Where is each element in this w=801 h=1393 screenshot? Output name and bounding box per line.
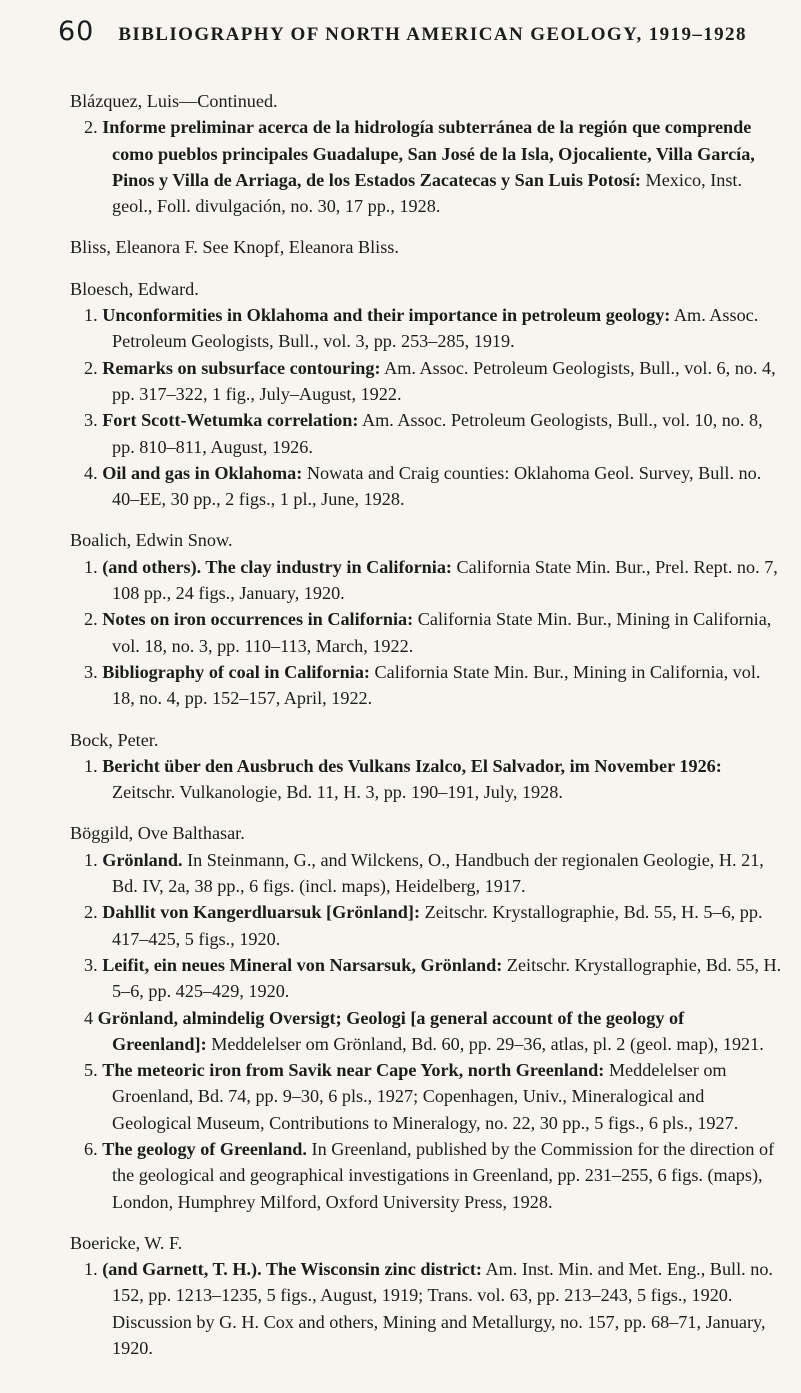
entry-author: Bloesch, Edward. xyxy=(70,278,199,299)
item-citation: California State Min. Bur., Mining in California, vol. 18, no. 4, pp. 152–157, April, 1922. xyxy=(112,661,761,709)
item-title: Notes on iron occurrences in California: xyxy=(102,609,414,630)
item-title: Fort Scott-Wetumka correlation: xyxy=(102,410,359,431)
entry-item xyxy=(70,899,782,952)
item-number: 2. xyxy=(84,609,98,630)
item-citation: Mexico, Inst. geol., Foll. divulgación, no. 30, 17 pp., 1928. xyxy=(112,169,743,217)
bibliography-entry xyxy=(70,527,782,711)
item-title: The meteoric iron from Savik near Cape York, north Greenland: xyxy=(102,1060,605,1081)
entry-item xyxy=(70,1136,782,1215)
bibliography-entry xyxy=(70,727,782,806)
entry-author: Blázquez, Luis—Continued. xyxy=(70,91,278,111)
item-citation: Zeitschr. Krystallographie, Bd. 55, H. 5–6, pp. 417–425, 5 figs., 1920. xyxy=(112,902,763,949)
entry-author: Bock, Peter. xyxy=(70,729,159,750)
item-number: 3. xyxy=(84,410,98,431)
entry-item xyxy=(70,554,782,607)
item-citation: Zeitschr. Krystallographie, Bd. 55, H. 5–6, pp. 425–429, 1920. xyxy=(112,954,782,1002)
item-title: Remarks on subsurface contouring: xyxy=(102,357,381,378)
entry-author: Boalich, Edwin Snow. xyxy=(70,530,233,551)
bibliography-entry xyxy=(70,1230,782,1361)
bibliography-entry xyxy=(70,88,782,219)
item-title: Dahllit von Kangerdluarsuk [Grönland]: xyxy=(102,902,421,923)
page-number: 60 xyxy=(58,16,95,47)
bibliography-content xyxy=(70,88,782,1376)
item-citation: California State Min. Bur., Prel. Rept. no. 7, 108 pp., 24 figs., January, 1920. xyxy=(112,556,778,604)
entry-item xyxy=(70,355,782,408)
entry-item xyxy=(70,460,782,513)
entry-item xyxy=(70,302,782,355)
entry-item xyxy=(70,606,782,659)
item-citation: Am. Assoc. Petroleum Geologists, Bull., vol. 6, no. 4, pp. 317–322, 1 fig., July–August, 1922. xyxy=(112,357,776,404)
entry-author: Böggild, Ove Balthasar. xyxy=(70,823,245,844)
item-citation: Nowata and Craig counties: Oklahoma Geol. Survey, Bull. no. 40–EE, 30 pp., 2 figs., 1 pl., June, 1928. xyxy=(112,462,762,510)
bibliography-entry xyxy=(70,234,782,260)
entry-item xyxy=(70,659,782,712)
item-number: 1. xyxy=(84,1259,98,1280)
item-title: Bibliography of coal in California: xyxy=(102,661,370,682)
entry-item xyxy=(70,847,782,900)
item-number: 1. xyxy=(84,556,98,577)
item-citation: Am. Inst. Min. and Met. Eng., Bull. no. 152, pp. 1213–1235, 5 figs., August, 1919; Trans. vol. 63, pp. 213–243, 5 figs., 1920. Discussion by G. H. Cox and others, Mining and Metallurgy, no. 157, pp. 68–71, January, 1920. xyxy=(112,1259,773,1359)
item-citation: In Steinmann, G., and Wilckens, O., Handbuch der regionalen Geologie, H. 21, Bd. IV, 2a, 38 pp., 6 figs. (incl. maps), Heidelberg, 1917. xyxy=(112,849,764,897)
item-number: 3. xyxy=(84,661,98,682)
item-citation: Am. Assoc. Petroleum Geologists, Bull., vol. 3, pp. 253–285, 1919. xyxy=(112,305,759,352)
page-header xyxy=(58,16,778,56)
item-number: 1. xyxy=(84,305,98,326)
entry-author: Boericke, W. F. xyxy=(70,1232,183,1253)
item-number: 5. xyxy=(84,1060,98,1081)
item-number: 3. xyxy=(84,954,98,975)
item-title: The geology of Greenland. xyxy=(102,1138,307,1159)
entry-item xyxy=(70,1256,782,1361)
item-title: Grönland, almindelig Oversigt; Geologi [a general account of the geology of Greenland]: xyxy=(97,1007,685,1054)
entry-item xyxy=(70,114,782,219)
entry-item xyxy=(70,1005,782,1058)
item-citation: In Greenland, published by the Commission for the direction of the geological and geographical investigations in Greenland, pp. 231–255, 6 figs. (maps), London, Humphrey Milford, Oxford University Press, 1928. xyxy=(112,1138,775,1212)
running-head: BIBLIOGRAPHY OF NORTH AMERICAN GEOLOGY, 1919–1928 xyxy=(118,24,747,45)
item-citation: Zeitschr. Vulkanologie, Bd. 11, H. 3, pp. 190–191, July, 1928. xyxy=(112,782,563,803)
item-title: Grönland. xyxy=(102,849,183,870)
item-number: 2. xyxy=(84,357,98,378)
item-title: Bericht über den Ausbruch des Vulkans Izalco, El Salvador, im November 1926: xyxy=(102,755,722,776)
item-title: Unconformities in Oklahoma and their importance in petroleum geology: xyxy=(102,305,671,326)
item-number: 1. xyxy=(84,849,98,870)
item-citation: Am. Assoc. Petroleum Geologists, Bull., vol. 10, no. 8, pp. 810–811, August, 1926. xyxy=(112,410,763,457)
entry-item xyxy=(70,1057,782,1136)
item-citation: California State Min. Bur., Mining in California, vol. 18, no. 3, pp. 110–113, March, 1922. xyxy=(112,609,772,656)
item-title: Oil and gas in Oklahoma: xyxy=(102,462,303,483)
item-title: (and others). The clay industry in California: xyxy=(102,556,452,577)
item-number: 2. xyxy=(84,902,98,923)
item-number: 6. xyxy=(84,1138,98,1159)
item-number: 4 xyxy=(84,1007,94,1028)
item-number: 4. xyxy=(84,462,98,483)
item-number: 1. xyxy=(84,755,98,776)
item-citation: Meddelelser om Groenland, Bd. 74, pp. 9–30, 6 pls., 1927; Copenhagen, Univ., Mineralogical and Geological Museum, Contributions to Mineralogy, no. 22, 30 pp., 5 figs., 6 pls., 1927. xyxy=(112,1060,739,1133)
entry-author: Bliss, Eleanora F. See Knopf, Eleanora Bliss. xyxy=(70,237,399,258)
item-title: (and Garnett, T. H.). The Wisconsin zinc district: xyxy=(102,1259,482,1280)
entry-item xyxy=(70,952,782,1005)
entry-item xyxy=(70,753,782,806)
item-title: Informe preliminar acerca de la hidrología subterránea de la región que comprende como pueblos principales Guadalupe, San José de la Isla, Ojocaliente, Villa García, Pinos y Villa de Arriaga, de los Estados Zacatecas y San Luis Potosí: xyxy=(102,117,755,190)
item-citation: Meddelelser om Grönland, Bd. 60, pp. 29–36, atlas, pl. 2 (geol. map), 1921. xyxy=(206,1033,764,1054)
item-title: Leifit, ein neues Mineral von Narsarsuk, Grönland: xyxy=(102,954,503,975)
bibliography-entry xyxy=(70,820,782,1214)
bibliography-entry xyxy=(70,276,782,513)
item-number: 2. xyxy=(84,117,98,138)
entry-item xyxy=(70,407,782,460)
